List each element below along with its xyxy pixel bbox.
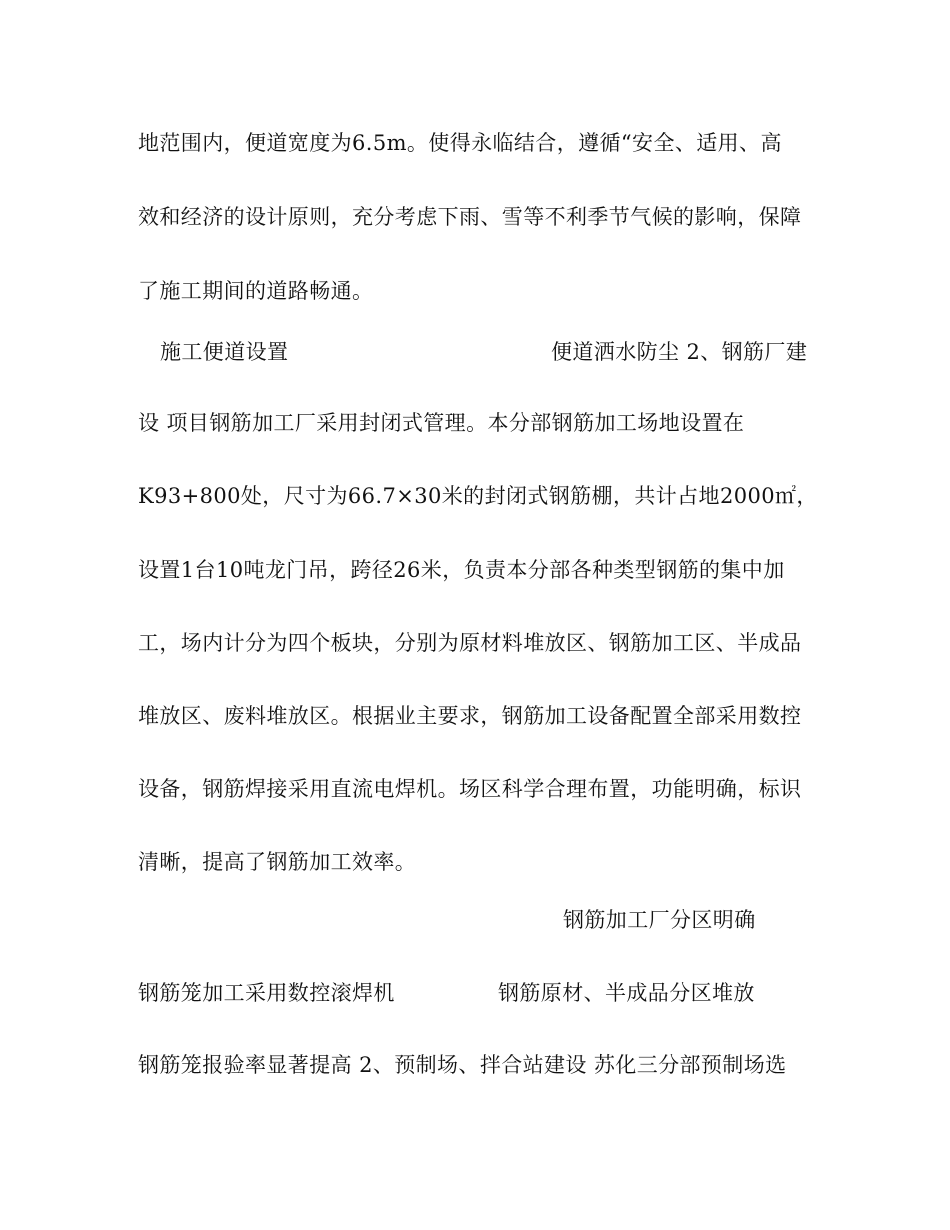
caption-rebar-zone: 钢筋加工厂分区明确	[563, 908, 756, 932]
body-line: 了施工期间的道路畅通。	[138, 279, 374, 303]
body-line: 设置1台10吨龙门吊，跨径26米，负责本分部各种类型钢筋的集中加	[138, 558, 785, 582]
caption-road-dust: 便道洒水防尘 2、钢筋厂建	[551, 340, 808, 364]
body-line: 地范围内，便道宽度为6.5m。使得永临结合，遵循“安全、适用、高	[138, 131, 782, 155]
body-line: 效和经济的设计原则，充分考虑下雨、雪等不利季节气候的影响，保障	[138, 205, 802, 229]
body-line: 设备，钢筋焊接采用直流电焊机。场区科学合理布置，功能明确，标识	[138, 777, 802, 801]
body-line: 设 项目钢筋加工厂采用封闭式管理。本分部钢筋加工场地设置在	[138, 411, 745, 435]
caption-cage-welder: 钢筋笼加工采用数控滚焊机	[138, 981, 395, 1005]
body-line: 工，场内计分为四个板块，分别为原材料堆放区、钢筋加工区、半成品	[138, 631, 802, 655]
body-line: 清晰，提高了钢筋加工效率。	[138, 850, 417, 874]
caption-raw-storage: 钢筋原材、半成品分区堆放	[498, 981, 755, 1005]
body-line: 钢筋笼报验率显著提高 2、预制场、拌合站建设 苏化三分部预制场选	[138, 1053, 787, 1077]
body-line: 堆放区、废料堆放区。根据业主要求，钢筋加工设备配置全部采用数控	[138, 704, 802, 728]
caption-road-setup: 施工便道设置	[160, 340, 289, 364]
body-line: K93+800处，尺寸为66.7×30米的封闭式钢筋棚，共计占地2000㎡，	[138, 484, 818, 508]
